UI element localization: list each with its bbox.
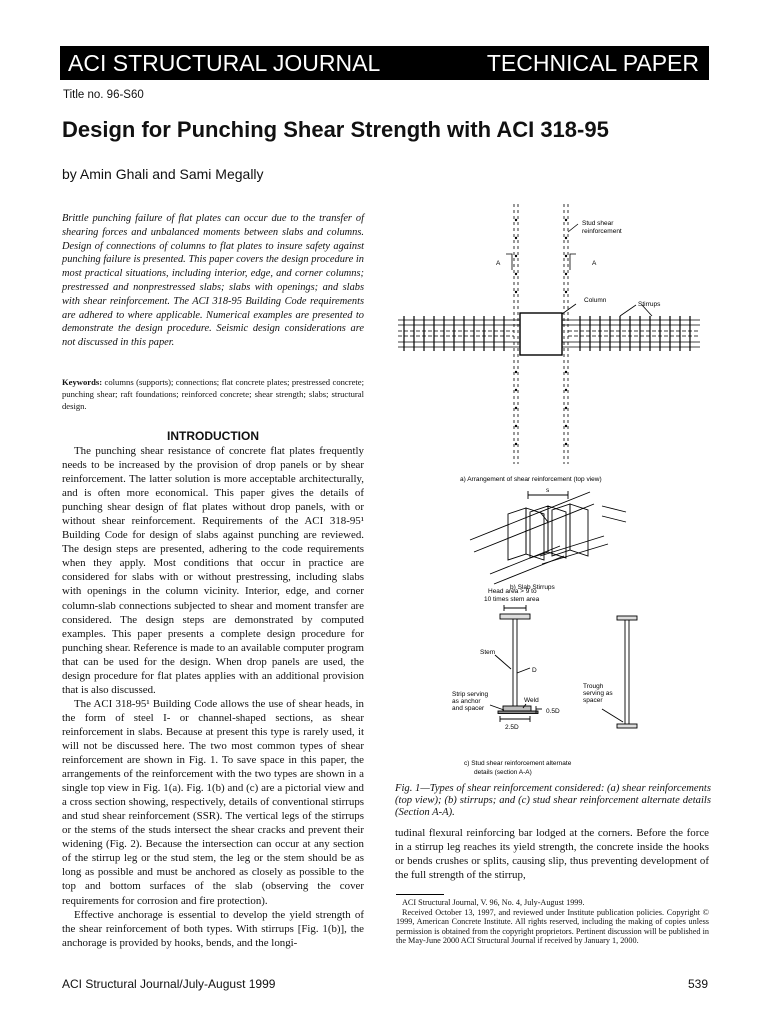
figure-1-caption: Fig. 1—Types of shear reinforcement considered: (a) shear reinforcements (top view); (b) stirrups; and (c) stud shear reinforcement alternate details (Section A-A).	[395, 783, 711, 818]
label-dimension-2-5d: 2.5D	[505, 724, 519, 731]
footnote-rule	[396, 894, 444, 895]
introduction-body	[62, 444, 364, 950]
figure-1	[390, 192, 710, 780]
label-stirrup-spacing: s	[546, 487, 550, 494]
paper-type: TECHNICAL PAPER	[486, 50, 699, 76]
label-stud-shear: Stud shear	[582, 220, 614, 227]
footer-journal-issue: ACI Structural Journal/July-August 1999	[62, 977, 276, 991]
label-head-area-2: 10 times stem area	[484, 596, 540, 603]
label-weld: Weld	[524, 697, 539, 704]
authors: by Amin Ghali and Sami Megally	[62, 166, 264, 182]
title-number: Title no. 96-S60	[63, 89, 144, 101]
label-stem: Stem	[480, 649, 496, 656]
figure-1b-stirrups	[470, 491, 626, 584]
caption-1a: a) Arrangement of shear reinforcement (top view)	[460, 476, 602, 483]
footnote-line-1: ACI Structural Journal, V. 96, No. 4, July-August 1999.	[402, 898, 585, 907]
figure-1c-stud-details	[490, 605, 637, 728]
figure-1a-top-view	[398, 204, 700, 464]
label-dimension-d: D	[532, 667, 537, 674]
caption-1c-line-1: c) Stud shear reinforcement alternate	[464, 760, 572, 767]
label-section-a-left: A	[496, 260, 501, 267]
caption-1c-line-2: details (section A-A)	[474, 769, 532, 776]
introduction-heading: INTRODUCTION	[167, 429, 259, 443]
label-column: Column	[584, 297, 607, 304]
label-dimension-0-5d: 0.5D	[546, 708, 560, 715]
abstract: Brittle punching failure of flat plates can occur due to the transfer of shearing forces and unbalanced moments between slabs and columns. Design of connections of columns to flat plates to insure safety against punching failure is presented. This paper covers the design procedure in most practical situations, including interior, edge, and corner columns; prestressed and nonprestressed slabs; slabs with openings; and slabs with shear reinforcement. The ACI 318-95 Building Code requirements are adhered to where applicable. Numerical examples are presented to demonstrate the design procedure. Seismic design considerations are not discussed in this paper.	[62, 213, 364, 349]
paper-title: Design for Punching Shear Strength with ACI 318-95	[62, 117, 609, 142]
right-column-text: tudinal flexural reinforcing bar lodged at the corners. Before the force in a stirrup leg reaches its yield strength, the concrete inside the hooks or bends crushes or splits, causing slip, thus preventing development of the full strength of the stirrup,	[395, 827, 709, 882]
label-stirrups: Stirrups	[638, 301, 661, 308]
label-strip-3: and spacer	[452, 705, 485, 712]
label-trough-2: serving as	[583, 690, 613, 697]
footnote-line-2: Received October 13, 1997, and reviewed under Institute publication policies. Copyright © 1999, American Concrete Institute. All rights reserved, including the making of copies unless permission is obtained from the copyright proprietors. Pertinent discussion will be published in the May-June 2000 ACI Structural Journal if received by January 1, 2000.	[396, 907, 709, 946]
label-strip-1: Strip serving	[452, 691, 489, 698]
intro-paragraph-3: Effective anchorage is essential to develop the yield strength of the shear reinforcement of both types. With stirrups [Fig. 1(b)], the anchorage is provided by hooks, bends, and the longi-	[62, 908, 364, 949]
label-trough-3: spacer	[583, 697, 603, 704]
caption-1b: b) Slab Stirrups	[510, 584, 555, 591]
keywords	[62, 377, 364, 412]
keywords-text: columns (supports); connections; flat concrete plates; prestressed concrete; punching shear; raft foundations; reinforced concrete; shear strength; slabs; structural design.	[62, 377, 364, 411]
footnote	[396, 898, 709, 946]
label-head-area-1: Head area > 9 to	[488, 588, 537, 595]
keywords-label: Keywords:	[62, 377, 103, 387]
journal-name: ACI STRUCTURAL JOURNAL	[68, 50, 381, 76]
journal-header-bar	[60, 46, 709, 80]
intro-paragraph-2: The ACI 318-95¹ Building Code allows the use of shear heads, in the form of steel I- or channel-shaped sections, as shear reinforcement in slabs. Because at present this type is rarely used, it will not be discussed here. The two most common types of shear reinforcement are shown in Fig. 1. To save space in this paper, the arrangements of the reinforcement with the two types are shown in a single top view in Fig. 1(a). Fig. 1(b) and (c) are a pictorial view and a cross section showing, respectively, details of conventional stirrups and stud shear reinforcement (SSR). The vertical legs of the stirrups or the stems of the studs intersect the shear cracks and prevent their widening (Fig. 2). Because the intersection can occur at any section of the stirrup leg or the stud stem, the leg or the stem should be as long as possible and must be anchored as closely as possible to the top and bottom surfaces of the slab (observing the cover requirements for corrosion and fire protection).	[62, 697, 364, 907]
intro-paragraph-1: The punching shear resistance of concrete flat plates frequently needs to be increased by the provision of drop panels or by shear reinforcement. The latter solution is more acceptable architecturally, and is often more economical. This paper gives the details of punching shear design of flat plates without drop panels, with or without shear reinforcement. Requirements of the ACI 318-95¹ Building Code for design of slabs against punching are reviewed. The design steps are presented, adhering to the code requirements when they apply. Most conditions that occur in practice are considered for slabs with or without prestressing, including slabs with openings in the column vicinity. Interior, edge, and corner column-slab connections subjected to shear and moment transfer are considered. The design steps are demonstrated by computed examples. This paper presents a complete design procedure for punching shear. Reference is made to an available computer program that can be used for the design. When drop panels are used, the design procedure for flat plates applies with an additional provision that is also discussed.	[62, 445, 364, 696]
page-number: 539	[687, 977, 708, 991]
label-reinforcement: reinforcement	[582, 228, 622, 235]
label-trough-1: Trough	[583, 683, 604, 690]
label-strip-2: as anchor	[452, 698, 481, 705]
label-section-a-right: A	[592, 260, 597, 267]
